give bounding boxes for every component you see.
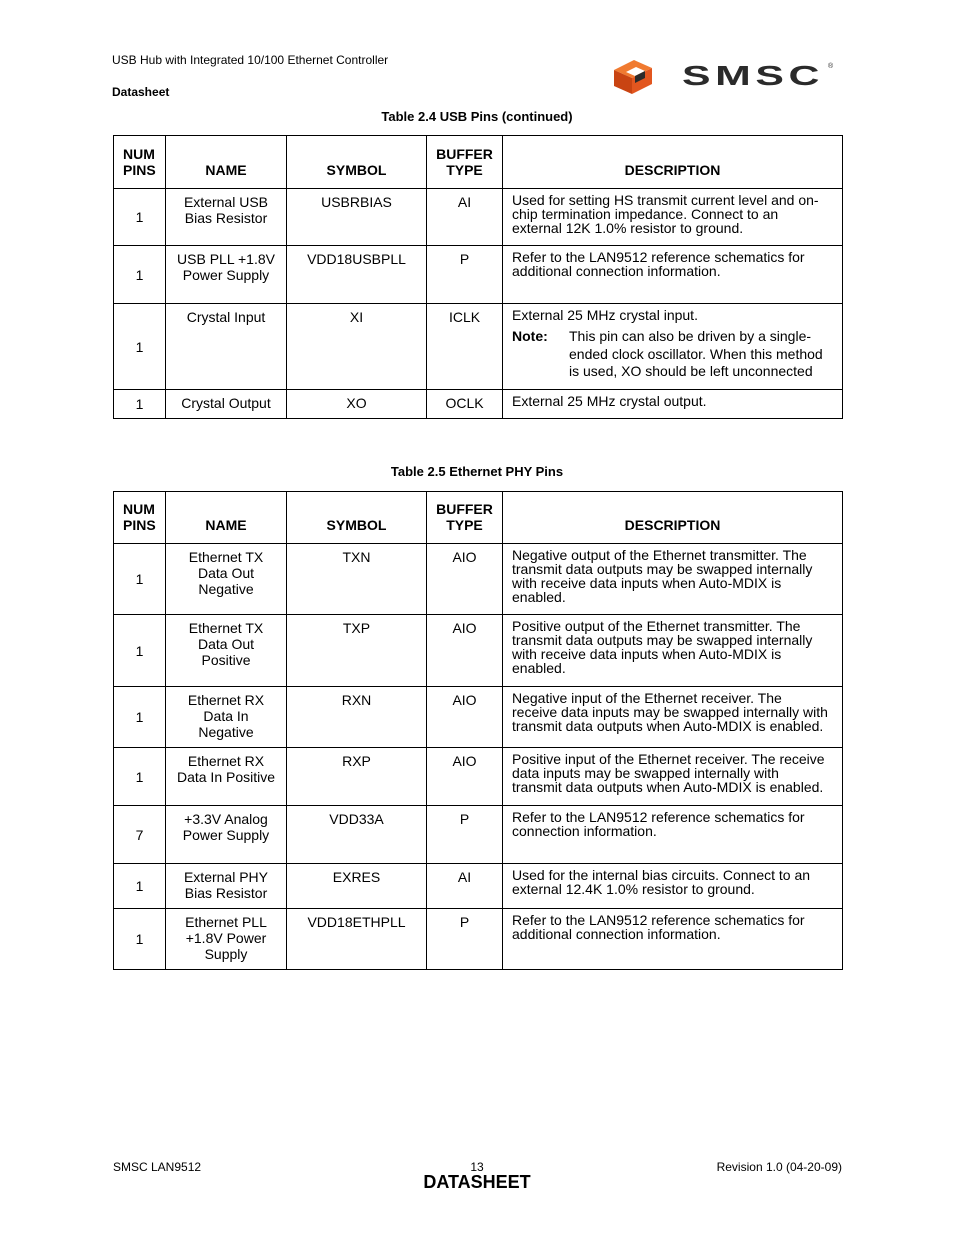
col-symbol: SYMBOL bbox=[287, 136, 427, 189]
svg-text:®: ® bbox=[828, 63, 834, 70]
cell-name: +3.3V Analog Power Supply bbox=[166, 806, 287, 864]
cell-name: Crystal Input bbox=[166, 304, 287, 390]
cell-num: 1 bbox=[114, 246, 166, 304]
cell-symbol: XO bbox=[287, 390, 427, 419]
cell-name: Ethernet RX Data In Positive bbox=[166, 748, 287, 806]
cell-symbol: EXRES bbox=[287, 864, 427, 909]
cell-name: Ethernet PLL +1.8V Power Supply bbox=[166, 909, 287, 970]
table2-caption: Table 2.5 Ethernet PHY Pins bbox=[390, 464, 564, 479]
cell-name: USB PLL +1.8V Power Supply bbox=[166, 246, 287, 304]
cell-num: 1 bbox=[114, 748, 166, 806]
cell-buffer: AI bbox=[427, 189, 503, 246]
col-description: DESCRIPTION bbox=[503, 136, 843, 189]
col-name: NAME bbox=[166, 136, 287, 189]
cell-num: 1 bbox=[114, 189, 166, 246]
description-text: External 25 MHz crystal input. bbox=[512, 307, 698, 323]
cell-symbol: TXP bbox=[287, 615, 427, 687]
table-row bbox=[114, 390, 843, 419]
cell-symbol: TXN bbox=[287, 544, 427, 615]
document-title: USB Hub with Integrated 10/100 Ethernet Controller bbox=[112, 53, 389, 67]
cell-name: Ethernet TX Data Out Negative bbox=[166, 544, 287, 615]
cell-symbol: USBRBIAS bbox=[287, 189, 427, 246]
table-row bbox=[114, 189, 843, 246]
footer-revision: Revision 1.0 (04-20-09) bbox=[716, 1160, 842, 1174]
table-row bbox=[114, 304, 843, 390]
footer-product: SMSC LAN9512 bbox=[113, 1160, 202, 1174]
cell-description: Positive input of the Ethernet receiver. The receive data inputs may be swapped internally with transmit data outputs when Auto-MDIX is enabled. bbox=[503, 748, 843, 806]
smsc-logo bbox=[612, 56, 838, 98]
cell-description: External 25 MHz crystal output. bbox=[503, 390, 843, 419]
col-description: DESCRIPTION bbox=[503, 492, 843, 544]
table-row bbox=[114, 806, 843, 864]
usb-pins-table bbox=[113, 135, 843, 419]
cell-symbol: RXP bbox=[287, 748, 427, 806]
cell-symbol: VDD18USBPLL bbox=[287, 246, 427, 304]
table-row bbox=[114, 864, 843, 909]
table-row bbox=[114, 615, 843, 687]
cell-description: Refer to the LAN9512 reference schematics for additional connection information. bbox=[503, 246, 843, 304]
note bbox=[512, 328, 830, 381]
table-header-row bbox=[114, 136, 843, 189]
cell-num: 1 bbox=[114, 390, 166, 419]
table1-caption: Table 2.4 USB Pins (continued) bbox=[381, 109, 573, 124]
col-symbol: SYMBOL bbox=[287, 492, 427, 544]
ethernet-phy-pins-table bbox=[113, 491, 843, 970]
cell-description bbox=[503, 304, 843, 390]
table-row bbox=[114, 687, 843, 748]
cell-description: Refer to the LAN9512 reference schematics for connection information. bbox=[503, 806, 843, 864]
table-row bbox=[114, 246, 843, 304]
cell-buffer: AIO bbox=[427, 615, 503, 687]
cell-buffer: AIO bbox=[427, 544, 503, 615]
cell-symbol: VDD33A bbox=[287, 806, 427, 864]
note-label: Note: bbox=[512, 328, 548, 344]
cell-num: 1 bbox=[114, 687, 166, 748]
cell-symbol: VDD18ETHPLL bbox=[287, 909, 427, 970]
cell-description: Negative input of the Ethernet receiver. The receive data inputs may be swapped internally with transmit data outputs when Auto-MDIX is enabled. bbox=[503, 687, 843, 748]
cell-name: External PHY Bias Resistor bbox=[166, 864, 287, 909]
col-num-pins: NUM PINS bbox=[114, 492, 166, 544]
cell-num: 1 bbox=[114, 909, 166, 970]
cell-num: 7 bbox=[114, 806, 166, 864]
table-row bbox=[114, 909, 843, 970]
col-name: NAME bbox=[166, 492, 287, 544]
table-row bbox=[114, 748, 843, 806]
cell-description: Used for the internal bias circuits. Connect to an external 12.4K 1.0% resistor to ground. bbox=[503, 864, 843, 909]
cell-description: Used for setting HS transmit current level and on-chip termination impedance. Connect to an external 12K 1.0% resistor to ground. bbox=[503, 189, 843, 246]
cell-num: 1 bbox=[114, 864, 166, 909]
cell-name: Ethernet TX Data Out Positive bbox=[166, 615, 287, 687]
table-row bbox=[114, 544, 843, 615]
cell-name: Ethernet RX Data In Negative bbox=[166, 687, 287, 748]
note-text: This pin can also be driven by a single-ended clock oscillator. When this method is used, XO should be left unconnected bbox=[569, 328, 823, 379]
cell-buffer: P bbox=[427, 246, 503, 304]
cell-symbol: XI bbox=[287, 304, 427, 390]
cell-name: Crystal Output bbox=[166, 390, 287, 419]
logo-text: SMSC bbox=[682, 60, 824, 91]
document-subtitle: Datasheet bbox=[112, 85, 170, 99]
col-buffer-type: BUFFER TYPE bbox=[427, 492, 503, 544]
cell-description: Positive output of the Ethernet transmitter. The transmit data outputs may be swapped internally with receive data inputs when Auto-MDIX is enabled. bbox=[503, 615, 843, 687]
cell-description: Refer to the LAN9512 reference schematics for additional connection information. bbox=[503, 909, 843, 970]
cell-description: Negative output of the Ethernet transmitter. The transmit data outputs may be swapped internally with receive data inputs when Auto-MDIX is enabled. bbox=[503, 544, 843, 615]
cell-buffer: ICLK bbox=[427, 304, 503, 390]
cell-num: 1 bbox=[114, 544, 166, 615]
cell-buffer: AIO bbox=[427, 687, 503, 748]
cell-buffer: P bbox=[427, 806, 503, 864]
page-number: 13 bbox=[470, 1160, 484, 1174]
cell-num: 1 bbox=[114, 304, 166, 390]
table-header-row bbox=[114, 492, 843, 544]
col-buffer-type: BUFFER TYPE bbox=[427, 136, 503, 189]
col-num-pins: NUM PINS bbox=[114, 136, 166, 189]
cell-buffer: AIO bbox=[427, 748, 503, 806]
cell-buffer: OCLK bbox=[427, 390, 503, 419]
cell-symbol: RXN bbox=[287, 687, 427, 748]
cell-buffer: P bbox=[427, 909, 503, 970]
footer-datasheet-label: DATASHEET bbox=[423, 1172, 531, 1192]
cell-name: External USB Bias Resistor bbox=[166, 189, 287, 246]
cell-buffer: AI bbox=[427, 864, 503, 909]
cell-num: 1 bbox=[114, 615, 166, 687]
